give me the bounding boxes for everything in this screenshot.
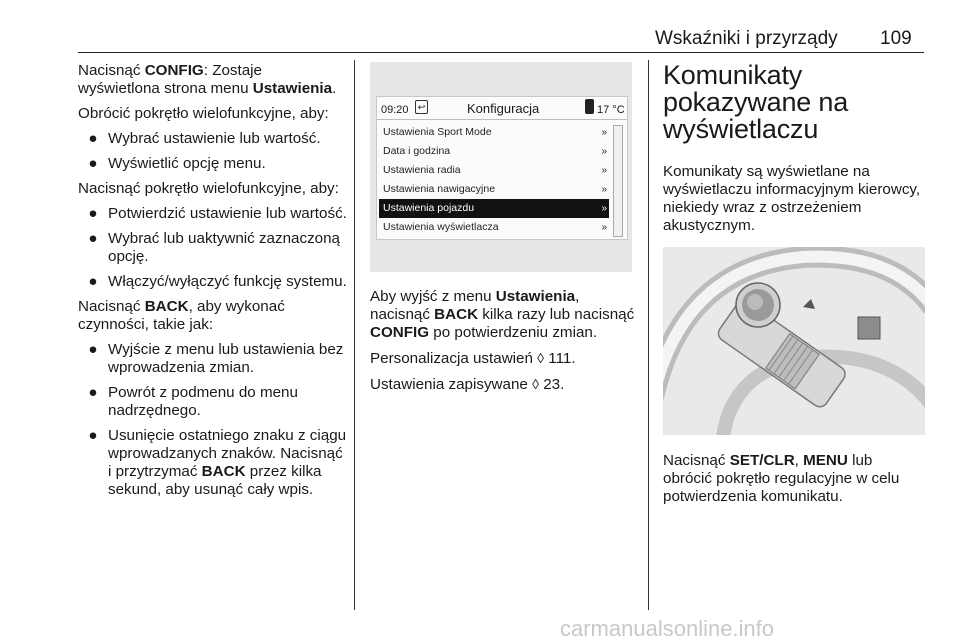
- section-heading: Komunikaty pokazywane na wyświetlaczu: [663, 60, 849, 144]
- bullet-icon: ●: [88, 130, 98, 147]
- display-menu-item: [379, 161, 609, 180]
- menu-name: Ustawienia: [495, 288, 576, 305]
- key-back: BACK: [434, 306, 479, 323]
- chevron-right-icon: »: [601, 184, 607, 195]
- text: Personalizacja ustawień: [370, 350, 538, 367]
- text: ,: [794, 452, 804, 469]
- cross-reference-personalization: [370, 349, 635, 368]
- stalk-illustration: [663, 247, 925, 435]
- paragraph-messages: Komunikaty są wyświetlane na wyświetlaczu informacyjnym kierowcy, niekiedy wraz z ostrzeżeniem akustycznym.: [663, 163, 921, 234]
- text: , nacisnąć: [370, 288, 580, 323]
- column-divider-1: [354, 60, 355, 610]
- list-item: [78, 230, 348, 266]
- list-text: [108, 427, 348, 499]
- display-screen: [376, 96, 628, 240]
- display-menu-item-label: Ustawienia radia: [383, 164, 461, 176]
- text: , aby wykonać czynności, takie jak:: [78, 298, 285, 333]
- text: .: [332, 80, 337, 97]
- text: : Zostaje wyświetlona strona menu: [78, 62, 262, 97]
- bullet-icon: ●: [88, 230, 98, 247]
- paragraph-back: [78, 298, 348, 334]
- paragraph-config: [78, 62, 348, 98]
- list-item: [78, 427, 348, 499]
- text: Usunięcie ostatniego znaku z ciągu wprowadzanych znaków. Nacisnąć i przytrzymać: [108, 427, 347, 480]
- text: przez kilka sekund, aby usunąć cały wpis.: [108, 463, 322, 498]
- list-text: Wyświetlić opcję menu.: [108, 155, 266, 172]
- running-title: Wskaźniki i przyrządy: [655, 28, 838, 49]
- column-divider-2: [648, 60, 649, 610]
- column-2: [370, 62, 635, 401]
- display-scrollbar: [613, 125, 623, 237]
- watermark: carmanualsonline.info: [560, 616, 775, 641]
- list-text: Wyjście z menu lub ustawienia bez wprowadzenia zmian.: [108, 341, 344, 376]
- text: lub obrócić pokrętło regulacyjne w celu potwierdzenia komunikatu.: [663, 452, 900, 505]
- display-menu-item: [379, 123, 609, 142]
- display-menu-item-label: Ustawienia wyświetlacza: [383, 221, 499, 233]
- page-reference[interactable]: 111.: [544, 350, 576, 367]
- return-icon: ↩: [415, 100, 428, 114]
- chevron-right-icon: »: [601, 127, 607, 138]
- text: Aby wyjść z menu: [370, 288, 496, 305]
- paragraph-confirm: [663, 452, 925, 506]
- key-config: CONFIG: [370, 324, 430, 341]
- text: kilka razy lub nacisnąć: [478, 306, 635, 323]
- bullet-icon: ●: [88, 273, 98, 290]
- list-text: Potwierdzić ustawienie lub wartość.: [108, 205, 347, 222]
- list-item: [78, 130, 348, 148]
- bullet-icon: ●: [88, 341, 98, 358]
- text: po potwierdzeniu zmian.: [429, 324, 598, 341]
- cross-reference-saved: [370, 375, 635, 394]
- display-menu-item: [379, 180, 609, 199]
- list-text: Włączyć/wyłączyć funkcję systemu.: [108, 273, 347, 290]
- display-menu-item: [379, 218, 609, 237]
- column-1: [78, 62, 348, 506]
- display-title: Konfiguracja: [467, 101, 540, 116]
- paragraph-rotate: Obrócić pokrętło wielofunkcyjne, aby:: [78, 105, 329, 122]
- bullet-icon: ●: [88, 427, 98, 444]
- display-menu-list: [379, 123, 609, 237]
- page-number: 109: [880, 28, 912, 49]
- display-time: 09:20: [381, 104, 409, 116]
- page-reference[interactable]: 23.: [539, 376, 565, 393]
- header-rule: [78, 52, 924, 53]
- display-screenshot: [370, 62, 632, 272]
- list-text: Wybrać lub uaktywnić zaznaczoną opcję.: [108, 230, 341, 265]
- chevron-right-icon: »: [601, 146, 607, 157]
- key-back: BACK: [201, 463, 246, 480]
- chevron-right-icon: »: [601, 203, 607, 214]
- list-item: [78, 155, 348, 173]
- page-header: [0, 0, 960, 52]
- paragraph-press: Nacisnąć pokrętło wielofunkcyjne, aby:: [78, 180, 339, 197]
- display-status-bar: [377, 97, 627, 120]
- list-item: [78, 205, 348, 223]
- reference-arrow-icon: ◊: [532, 376, 540, 392]
- key-config: CONFIG: [144, 62, 204, 79]
- display-menu-item: [379, 199, 609, 218]
- text: Nacisnąć: [663, 452, 730, 469]
- steering-stalk-icon: [663, 247, 925, 435]
- list-text: Powrót z podmenu do menu nadrzędnego.: [108, 384, 298, 419]
- list-text: Wybrać ustawienie lub wartość.: [108, 130, 321, 147]
- list-item: [78, 341, 348, 377]
- key-back: BACK: [144, 298, 189, 315]
- display-menu-item: [379, 142, 609, 161]
- bullet-icon: ●: [88, 155, 98, 172]
- key-menu: MENU: [803, 452, 848, 469]
- display-menu-item-label: Data i godzina: [383, 145, 451, 157]
- display-menu-item-label: Ustawienia nawigacyjne: [383, 183, 496, 195]
- thermometer-icon: [585, 99, 594, 114]
- column-3: [663, 62, 925, 513]
- display-menu-item-label: Ustawienia pojazdu: [383, 202, 475, 214]
- paragraph-exit: [370, 288, 635, 342]
- text: Nacisnąć: [78, 62, 145, 79]
- chevron-right-icon: »: [601, 222, 607, 233]
- bullet-icon: ●: [88, 205, 98, 222]
- list-item: [78, 273, 348, 291]
- list-item: [78, 384, 348, 420]
- text: Nacisnąć: [78, 298, 145, 315]
- menu-name: Ustawienia: [252, 80, 333, 97]
- bullet-icon: ●: [88, 384, 98, 401]
- display-temperature: 17 °C: [597, 104, 625, 116]
- reference-arrow-icon: ◊: [537, 350, 545, 366]
- display-menu-item-label: Ustawienia Sport Mode: [383, 126, 492, 138]
- text: Ustawienia zapisywane: [370, 376, 533, 393]
- key-set-clr: SET/CLR: [729, 452, 795, 469]
- chevron-right-icon: »: [601, 165, 607, 176]
